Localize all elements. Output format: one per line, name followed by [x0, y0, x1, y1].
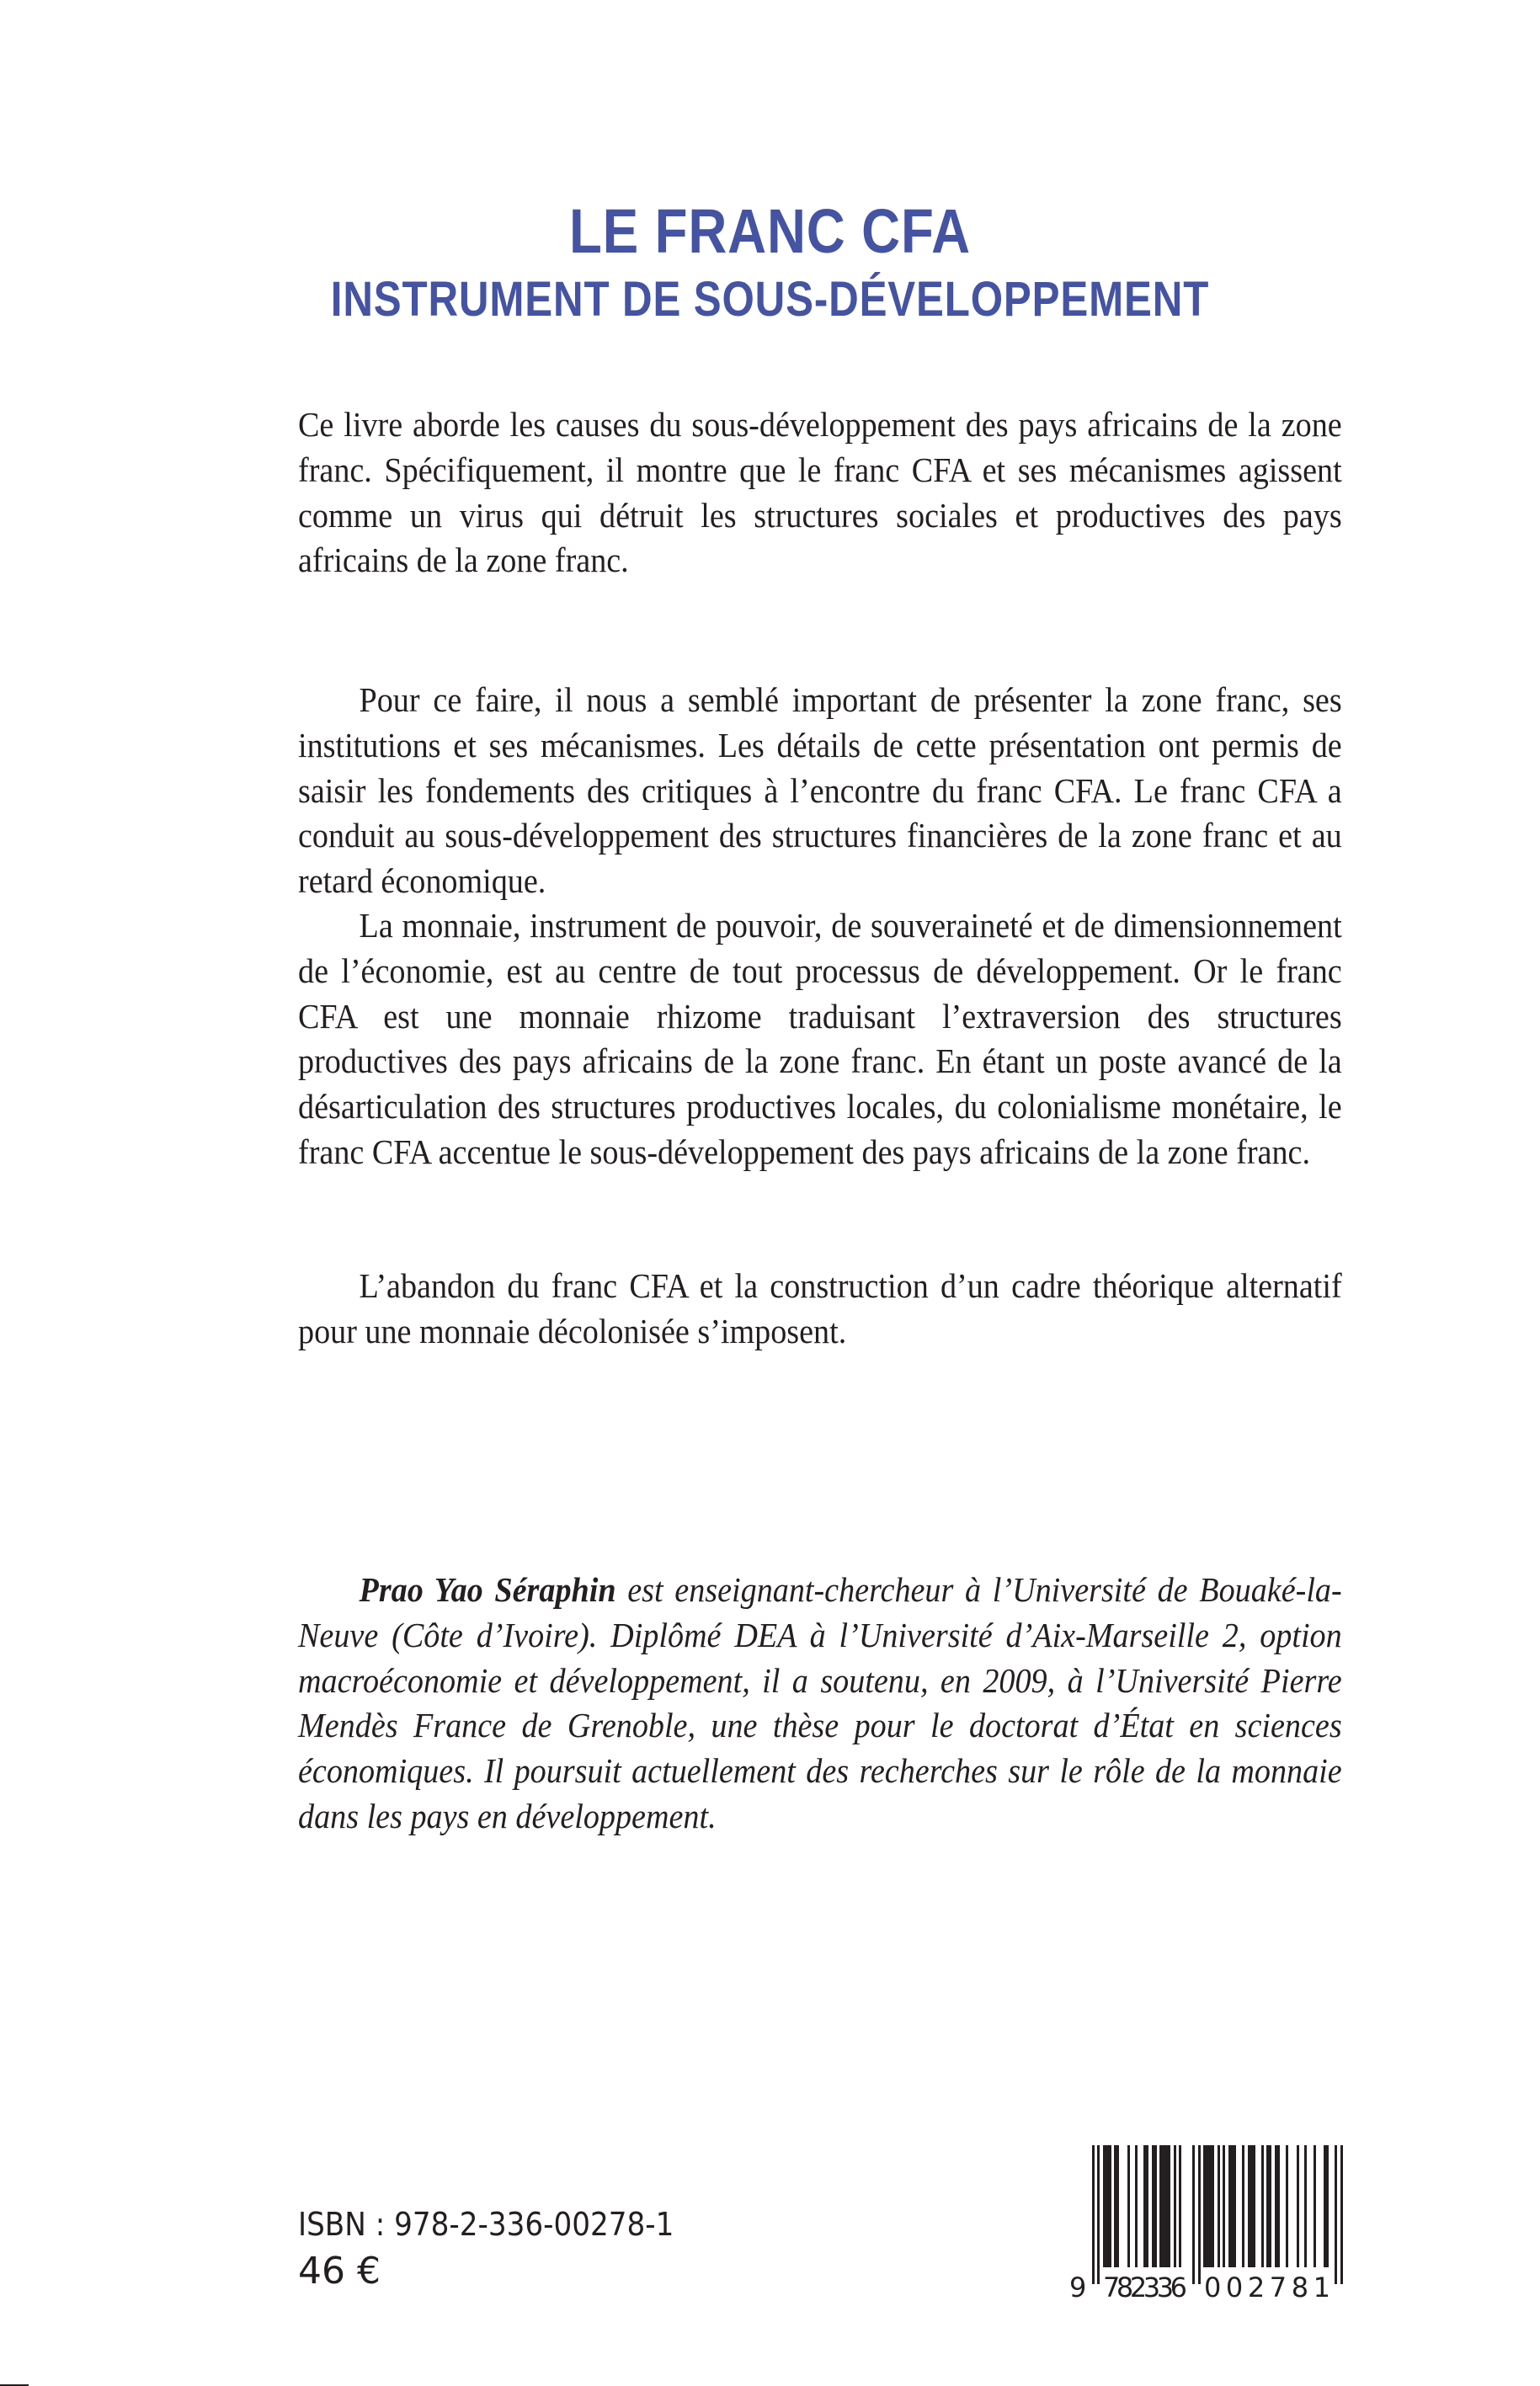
book-subtitle: INSTRUMENT DE SOUS-DÉVELOPPEMENT — [330, 272, 1210, 327]
blurb-text: La monnaie, instrument de pouvoir, de souveraineté et de dimensionnement de l’économie, est au centre de tout processus de développement. Or le franc CFA est une monnaie rhizome traduisant l’extraversion des structures productives des pays africains de la zone franc. En étant un poste avancé de la désarticulation des structures productives locales, du colonialisme monétaire, le franc CFA accentue le sous-développement des pays africains de la zone franc. — [298, 906, 1342, 1171]
author-name: Prao Yao Séraphin — [359, 1570, 616, 1609]
barcode-digits-right: 002781 — [1204, 2271, 1330, 2303]
author-bio — [298, 1568, 1342, 1840]
isbn-barcode — [1061, 2145, 1347, 2314]
isbn-label: ISBN : 978-2-336-00278-1 — [298, 2206, 674, 2243]
blurb-paragraph-4 — [298, 1264, 1342, 1355]
blurb-paragraph-2 — [298, 678, 1342, 904]
barcode-digit-first: 9 — [1069, 2271, 1087, 2303]
book-title: LE FRANC CFA — [568, 196, 972, 266]
blurb-paragraph-1 — [298, 402, 1342, 583]
blurb-text: Pour ce faire, il nous a semblé important de présenter la zone franc, ses institutions et ses mécanismes. Les détails de cette présentation ont permis de saisir les fondements des critiques à l’encontre du franc CFA. Le franc CFA a conduit au sous-développement des structures financières de la zone franc et au retard économique. — [298, 680, 1342, 901]
author-bio-text: est enseignant-chercheur à l’Université de Bouaké-la-Neuve (Côte d’Ivoire). Diplômé DEA à l’Université d’Aix-Marseille 2, option macroéconomie et développement, il a soutenu, en 2009, à l’Université Pierre Mendès France de Grenoble, une thèse pour le doctorat d’État en sciences économiques. Il poursuit actuellement des recherches sur le rôle de la monnaie dans les pays en développement. — [298, 1570, 1342, 1835]
blurb-text: Ce livre aborde les causes du sous-développement des pays africains de la zone franc. Spécifiquement, il montre que le franc CFA et ses mécanismes agissent comme un virus qui détruit les structures sociales et productives des pays africains de la zone franc. — [298, 405, 1342, 580]
blurb-text: L’abandon du franc CFA et la construction d’un cadre théorique alternatif pour une monnaie décolonisée s’imposent. — [298, 1266, 1342, 1350]
price-label: 46 € — [298, 2250, 381, 2293]
barcode-icon — [1061, 2145, 1347, 2314]
barcode-digits-left: 782336 — [1103, 2271, 1187, 2303]
blurb-paragraph-3 — [298, 903, 1342, 1175]
